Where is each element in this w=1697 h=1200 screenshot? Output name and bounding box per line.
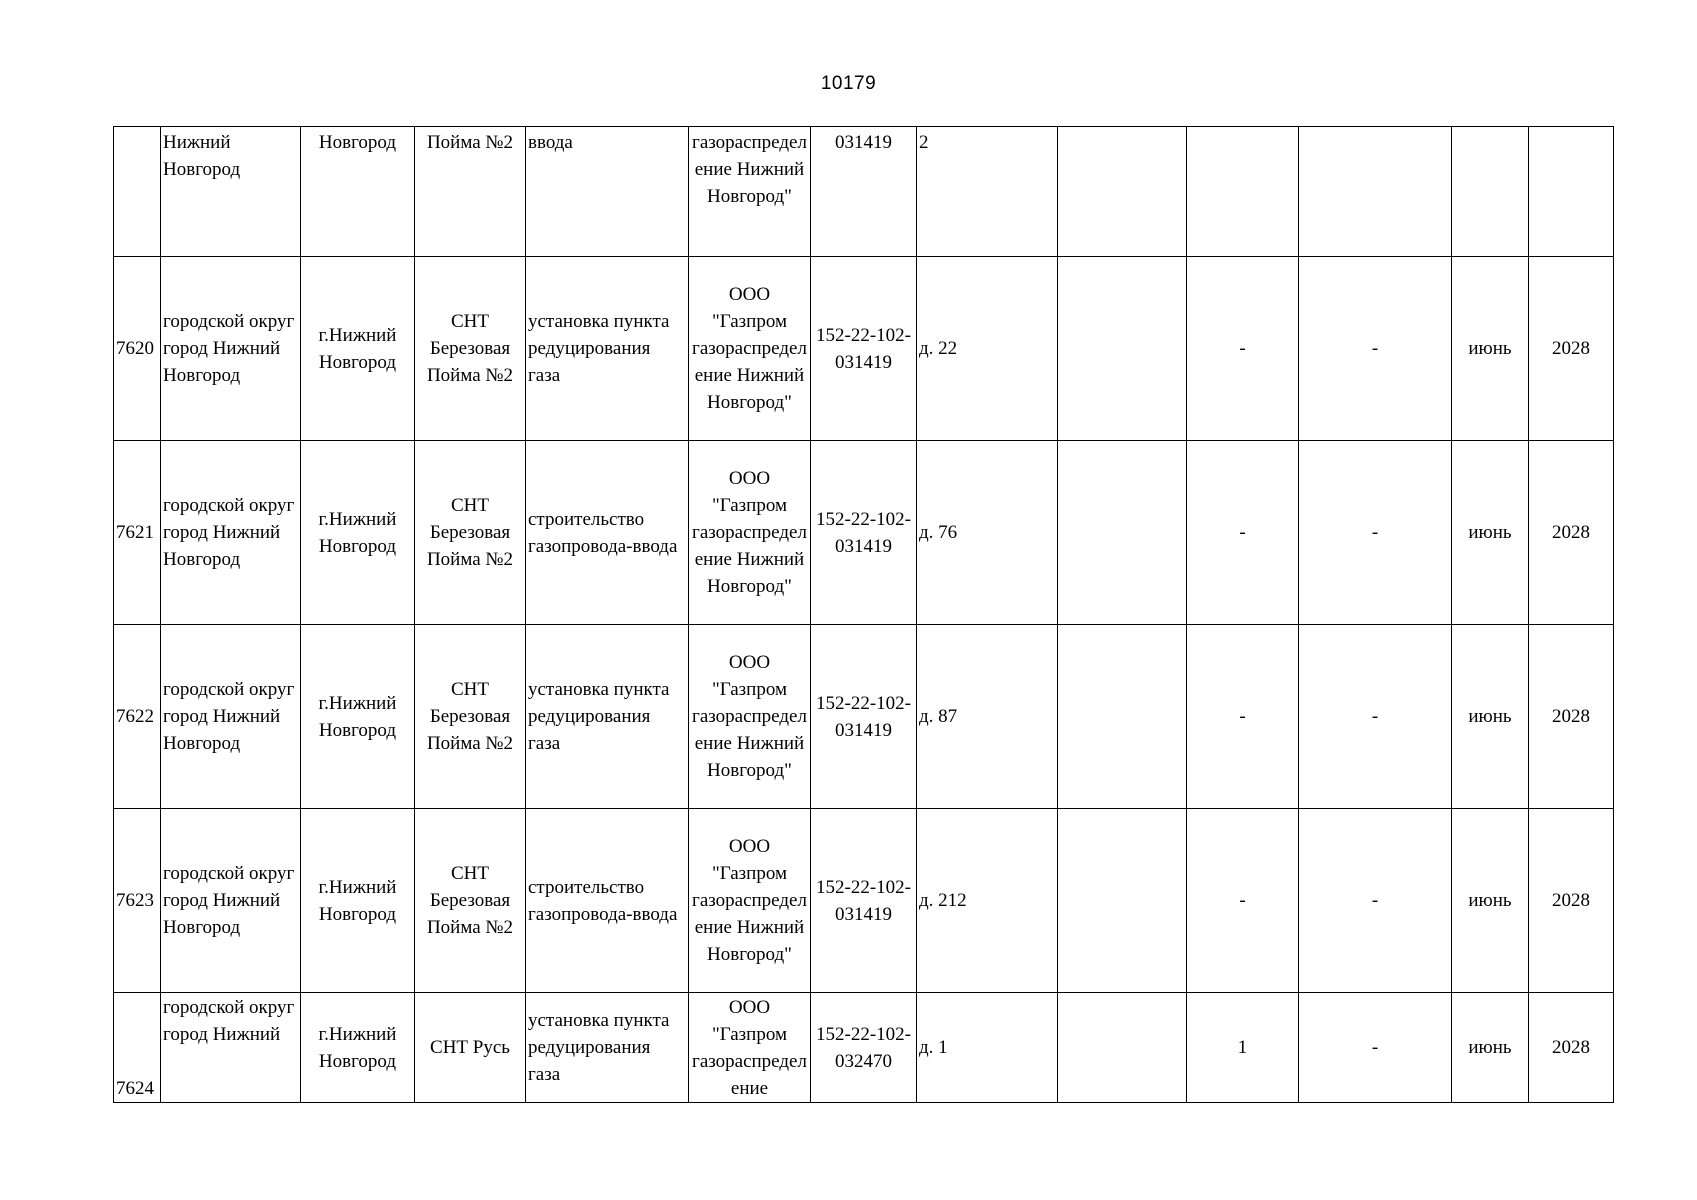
house-cell: д. 22 <box>917 257 1058 441</box>
house-cell: д. 1 <box>917 993 1058 1103</box>
organization-cell: ООО "Газпром газораспределение Нижний Новгород" <box>689 625 811 809</box>
quantity-cell: 1 <box>1187 993 1299 1103</box>
city-cell: г.Нижний Новгород <box>301 257 415 441</box>
table-row <box>114 625 1614 809</box>
city-cell: г.Нижний Новгород <box>301 993 415 1103</box>
work-type-cell: установка пункта редуцирования газа <box>526 993 689 1103</box>
object-code-cell: 031419 <box>811 127 917 257</box>
gas-register-table <box>113 126 1614 1103</box>
table-row <box>114 993 1614 1103</box>
object-code-cell: 152-22-102-031419 <box>811 809 917 993</box>
snt-cell: Пойма №2 <box>415 127 526 257</box>
row-number-cell: 7620 <box>114 257 161 441</box>
snt-cell: СНТ Березовая Пойма №2 <box>415 257 526 441</box>
house-cell: 2 <box>917 127 1058 257</box>
year-cell: 2028 <box>1529 625 1614 809</box>
snt-cell: СНТ Березовая Пойма №2 <box>415 441 526 625</box>
empty-cell <box>1058 127 1187 257</box>
work-type-cell: установка пункта редуцирования газа <box>526 257 689 441</box>
table-row <box>114 441 1614 625</box>
organization-cell: ООО "Газпром газораспределение Нижний Новгород" <box>689 809 811 993</box>
table-row <box>114 127 1614 257</box>
municipality-cell: городской округ город Нижний Новгород <box>161 625 301 809</box>
city-cell: Новгород <box>301 127 415 257</box>
house-cell: д. 76 <box>917 441 1058 625</box>
snt-cell: СНТ Березовая Пойма №2 <box>415 809 526 993</box>
value-cell: - <box>1299 993 1452 1103</box>
year-cell: 2028 <box>1529 441 1614 625</box>
municipality-cell: городской округ город Нижний Новгород <box>161 809 301 993</box>
month-cell: июнь <box>1452 257 1529 441</box>
row-number-cell: 7623 <box>114 809 161 993</box>
snt-cell: СНТ Березовая Пойма №2 <box>415 625 526 809</box>
month-cell <box>1452 127 1529 257</box>
year-cell: 2028 <box>1529 809 1614 993</box>
quantity-cell <box>1187 127 1299 257</box>
organization-cell: ООО "Газпром газораспределение Нижний Новгород" <box>689 257 811 441</box>
object-code-cell: 152-22-102-032470 <box>811 993 917 1103</box>
work-type-cell: ввода <box>526 127 689 257</box>
municipality-cell: городской округ город Нижний Новгород <box>161 441 301 625</box>
work-type-cell: строительство газопровода-ввода <box>526 441 689 625</box>
quantity-cell: - <box>1187 441 1299 625</box>
month-cell: июнь <box>1452 993 1529 1103</box>
row-number-cell: 7624 <box>114 993 161 1103</box>
month-cell: июнь <box>1452 809 1529 993</box>
year-cell: 2028 <box>1529 257 1614 441</box>
organization-cell: газораспределение Нижний Новгород" <box>689 127 811 257</box>
value-cell: - <box>1299 441 1452 625</box>
object-code-cell: 152-22-102-031419 <box>811 441 917 625</box>
house-cell: д. 87 <box>917 625 1058 809</box>
quantity-cell: - <box>1187 625 1299 809</box>
city-cell: г.Нижний Новгород <box>301 809 415 993</box>
empty-cell <box>1058 625 1187 809</box>
empty-cell <box>1058 441 1187 625</box>
row-number-cell: 7621 <box>114 441 161 625</box>
row-number-cell: 7622 <box>114 625 161 809</box>
city-cell: г.Нижний Новгород <box>301 625 415 809</box>
page-number: 10179 <box>820 73 877 94</box>
work-type-cell: установка пункта редуцирования газа <box>526 625 689 809</box>
year-cell: 2028 <box>1529 993 1614 1103</box>
object-code-cell: 152-22-102-031419 <box>811 625 917 809</box>
snt-cell: СНТ Русь <box>415 993 526 1103</box>
municipality-cell: городской округ город Нижний <box>161 993 301 1103</box>
house-cell: д. 212 <box>917 809 1058 993</box>
city-cell: г.Нижний Новгород <box>301 441 415 625</box>
table-row <box>114 809 1614 993</box>
empty-cell <box>1058 809 1187 993</box>
quantity-cell: - <box>1187 257 1299 441</box>
municipality-cell: Нижний Новгород <box>161 127 301 257</box>
table-row <box>114 257 1614 441</box>
value-cell: - <box>1299 809 1452 993</box>
value-cell: - <box>1299 257 1452 441</box>
year-cell <box>1529 127 1614 257</box>
row-number-cell <box>114 127 161 257</box>
month-cell: июнь <box>1452 625 1529 809</box>
quantity-cell: - <box>1187 809 1299 993</box>
empty-cell <box>1058 257 1187 441</box>
value-cell <box>1299 127 1452 257</box>
municipality-cell: городской округ город Нижний Новгород <box>161 257 301 441</box>
month-cell: июнь <box>1452 441 1529 625</box>
value-cell: - <box>1299 625 1452 809</box>
object-code-cell: 152-22-102-031419 <box>811 257 917 441</box>
work-type-cell: строительство газопровода-ввода <box>526 809 689 993</box>
organization-cell: ООО "Газпром газораспределение Нижний Новгород" <box>689 441 811 625</box>
empty-cell <box>1058 993 1187 1103</box>
organization-cell: ООО "Газпром газораспределение <box>689 993 811 1103</box>
